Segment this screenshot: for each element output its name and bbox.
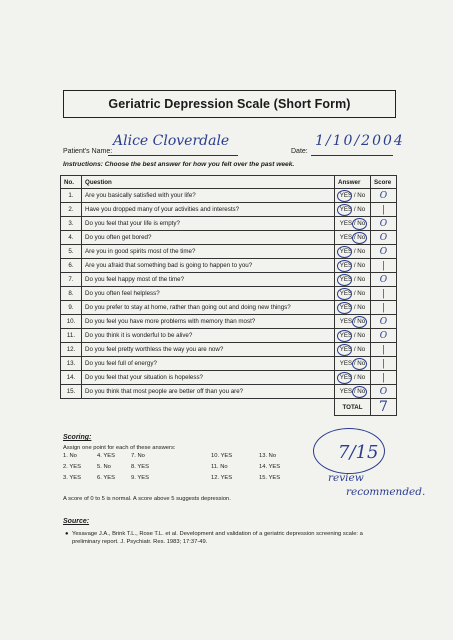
answer-options: YES / No: [339, 220, 366, 227]
question-number: 15.: [61, 385, 82, 399]
question-number: 2.: [61, 203, 82, 217]
answer-cell: [335, 231, 371, 245]
table-row: [61, 287, 397, 301]
question-text: Do you feel full of energy?: [82, 357, 335, 371]
question-text: Do you feel pretty worthless the way you are now?: [82, 343, 335, 357]
answer-circle-mark: [337, 330, 352, 342]
question-number: 1.: [61, 189, 82, 203]
score-handwritten: O: [379, 190, 388, 201]
scoring-key-item: 9. YES: [131, 475, 149, 481]
answer-circle-mark: [337, 274, 352, 286]
date-handwritten: 1/10/2004: [315, 133, 405, 149]
question-number: 5.: [61, 245, 82, 259]
score-cell: [371, 343, 397, 357]
total-label: TOTAL: [335, 399, 371, 416]
scoring-key-item: 8. YES: [131, 464, 149, 470]
score-cell: [371, 385, 397, 399]
header-question: Question: [82, 176, 335, 189]
source-citation: Yesavage J.A., Brink T.L., Rose T.L. et al. Development and validation of a geriatric depression screening scale: a preliminary report. J. Psychiatr. Res. 1983; 17:37-49.: [72, 531, 363, 546]
table-row: [61, 189, 397, 203]
answer-circle-mark: [352, 386, 367, 398]
score-handwritten: O: [379, 246, 388, 257]
answer-cell: [335, 287, 371, 301]
score-cell: [371, 357, 397, 371]
form-title: Geriatric Depression Scale (Short Form): [63, 90, 396, 118]
review-handwritten: review: [328, 472, 364, 484]
answer-circle-mark: [352, 218, 367, 230]
answer-circle-mark: [337, 344, 352, 356]
table-row: [61, 357, 397, 371]
answer-circle-mark: [352, 316, 367, 328]
table-row: [61, 301, 397, 315]
recommended-handwritten: recommended.: [346, 486, 426, 498]
score-handwritten: O: [379, 316, 388, 327]
question-number: 3.: [61, 217, 82, 231]
answer-circle-mark: [337, 260, 352, 272]
score-cell: [371, 189, 397, 203]
answer-options: YES / No: [339, 234, 366, 241]
answer-options: YES / No: [339, 360, 366, 367]
total-spacer: [82, 399, 335, 416]
bullet-icon: ●: [65, 531, 69, 537]
table-row: [61, 273, 397, 287]
score-handwritten: |: [381, 288, 386, 299]
score-cell: [371, 245, 397, 259]
table-row: [61, 231, 397, 245]
question-number: 14.: [61, 371, 82, 385]
table-row: [61, 343, 397, 357]
score-handwritten: |: [381, 302, 386, 313]
answer-cell: [335, 343, 371, 357]
score-cell: [371, 273, 397, 287]
scoring-key-item: 13. No: [259, 453, 277, 459]
scoring-key-item: 15. YES: [259, 475, 281, 481]
question-number: 12.: [61, 343, 82, 357]
answer-circle-mark: [337, 246, 352, 258]
header-score: Score: [371, 176, 397, 189]
answer-options: YES / No: [339, 276, 366, 283]
answer-options: YES / No: [339, 248, 366, 255]
question-text: Do you often get bored?: [82, 231, 335, 245]
score-cell: [371, 287, 397, 301]
question-number: 4.: [61, 231, 82, 245]
score-handwritten: O: [379, 386, 388, 397]
table-header-row: [61, 176, 397, 189]
date-underline: [311, 155, 393, 156]
total-spacer: [61, 399, 82, 416]
answer-circle-mark: [337, 204, 352, 216]
question-number: 13.: [61, 357, 82, 371]
question-rows: [61, 189, 397, 399]
date-label: Date:: [291, 148, 308, 155]
patient-name-handwritten: Alice Cloverdale: [113, 133, 230, 149]
score-handwritten: |: [381, 260, 386, 271]
answer-cell: [335, 217, 371, 231]
answer-options: YES / No: [339, 206, 366, 213]
table-row: [61, 371, 397, 385]
question-number: 7.: [61, 273, 82, 287]
table-row: [61, 259, 397, 273]
answer-cell: [335, 245, 371, 259]
answer-cell: [335, 385, 371, 399]
answer-cell: [335, 301, 371, 315]
patient-name-underline: [108, 155, 238, 156]
question-text: Do you think that most people are better off than you are?: [82, 385, 335, 399]
answer-circle-mark: [352, 232, 367, 244]
question-table: [60, 175, 397, 416]
total-score-cell: [371, 399, 397, 416]
score-handwritten: |: [381, 372, 386, 383]
score-handwritten: |: [381, 358, 386, 369]
table-row: [61, 245, 397, 259]
question-text: Do you often feel helpless?: [82, 287, 335, 301]
answer-options: YES / No: [339, 388, 366, 395]
result-handwritten: 7/15: [338, 442, 379, 463]
score-handwritten: O: [379, 218, 388, 229]
scoring-key-item: 3. YES: [63, 475, 81, 481]
scoring-key-item: 7. No: [131, 453, 145, 459]
header-answer: Answer: [335, 176, 371, 189]
answer-options: YES / No: [339, 374, 366, 381]
table-row: [61, 203, 397, 217]
score-handwritten: O: [379, 274, 388, 285]
question-text: Do you feel that your life is empty?: [82, 217, 335, 231]
question-text: Do you prefer to stay at home, rather than going out and doing new things?: [82, 301, 335, 315]
question-text: Are you afraid that something bad is going to happen to you?: [82, 259, 335, 273]
scoring-key-item: 14. YES: [259, 464, 281, 470]
score-handwritten: |: [381, 344, 386, 355]
source-citation-item: [65, 530, 382, 547]
score-cell: [371, 329, 397, 343]
answer-options: YES / No: [339, 192, 366, 199]
score-cell: [371, 231, 397, 245]
question-number: 9.: [61, 301, 82, 315]
total-score-handwritten: 7: [379, 399, 388, 415]
scoring-key-item: 2. YES: [63, 464, 81, 470]
answer-options: YES / No: [339, 262, 366, 269]
scoring-key-item: 12. YES: [211, 475, 233, 481]
scoring-key-item: 6. YES: [97, 475, 115, 481]
score-cell: [371, 259, 397, 273]
answer-cell: [335, 357, 371, 371]
question-number: 11.: [61, 329, 82, 343]
question-text: Have you dropped many of your activities and interests?: [82, 203, 335, 217]
patient-info-row: [63, 133, 405, 159]
question-number: 8.: [61, 287, 82, 301]
score-cell: [371, 315, 397, 329]
scoring-subtitle: Assign one point for each of these answers:: [63, 445, 176, 451]
answer-options: YES / No: [339, 318, 366, 325]
answer-options: YES / No: [339, 304, 366, 311]
question-text: Are you basically satisfied with your life?: [82, 189, 335, 203]
score-cell: [371, 203, 397, 217]
total-row: [61, 399, 397, 416]
table-row: [61, 315, 397, 329]
score-handwritten: O: [379, 232, 388, 243]
table-row: [61, 329, 397, 343]
answer-cell: [335, 203, 371, 217]
patient-name-label: Patient's Name:: [63, 148, 113, 155]
source-heading: Source:: [63, 518, 90, 525]
question-text: Do you feel that your situation is hopeless?: [82, 371, 335, 385]
scoring-key-item: 5. No: [97, 464, 111, 470]
answer-circle-mark: [352, 358, 367, 370]
score-cell: [371, 371, 397, 385]
scoring-heading: Scoring:: [63, 434, 92, 441]
answer-circle-mark: [337, 288, 352, 300]
answer-cell: [335, 315, 371, 329]
scoring-key-item: 10. YES: [211, 453, 233, 459]
question-text: Are you in good spirits most of the time?: [82, 245, 335, 259]
answer-circle-mark: [337, 302, 352, 314]
scoring-note: A score of 0 to 5 is normal. A score above 5 suggests depression.: [63, 496, 231, 502]
scoring-key-item: 11. No: [211, 464, 228, 470]
answer-options: YES / No: [339, 290, 366, 297]
question-text: Do you feel happy most of the time?: [82, 273, 335, 287]
answer-cell: [335, 259, 371, 273]
header-no: No.: [61, 176, 82, 189]
question-text: Do you think it is wonderful to be alive?: [82, 329, 335, 343]
instructions: Instructions: Choose the best answer for how you felt over the past week.: [63, 161, 295, 168]
question-number: 10.: [61, 315, 82, 329]
answer-options: YES / No: [339, 332, 366, 339]
answer-cell: [335, 329, 371, 343]
scoring-key-item: 4. YES: [97, 453, 115, 459]
answer-options: YES / No: [339, 346, 366, 353]
question-number: 6.: [61, 259, 82, 273]
answer-cell: [335, 371, 371, 385]
answer-cell: [335, 189, 371, 203]
table-row: [61, 217, 397, 231]
score-cell: [371, 217, 397, 231]
answer-circle-mark: [337, 372, 352, 384]
answer-circle-mark: [337, 190, 352, 202]
score-cell: [371, 301, 397, 315]
table-row: [61, 385, 397, 399]
score-handwritten: |: [381, 204, 386, 215]
answer-cell: [335, 273, 371, 287]
score-handwritten: O: [379, 330, 388, 341]
question-text: Do you feel you have more problems with memory than most?: [82, 315, 335, 329]
scoring-key-item: 1. No: [63, 453, 77, 459]
